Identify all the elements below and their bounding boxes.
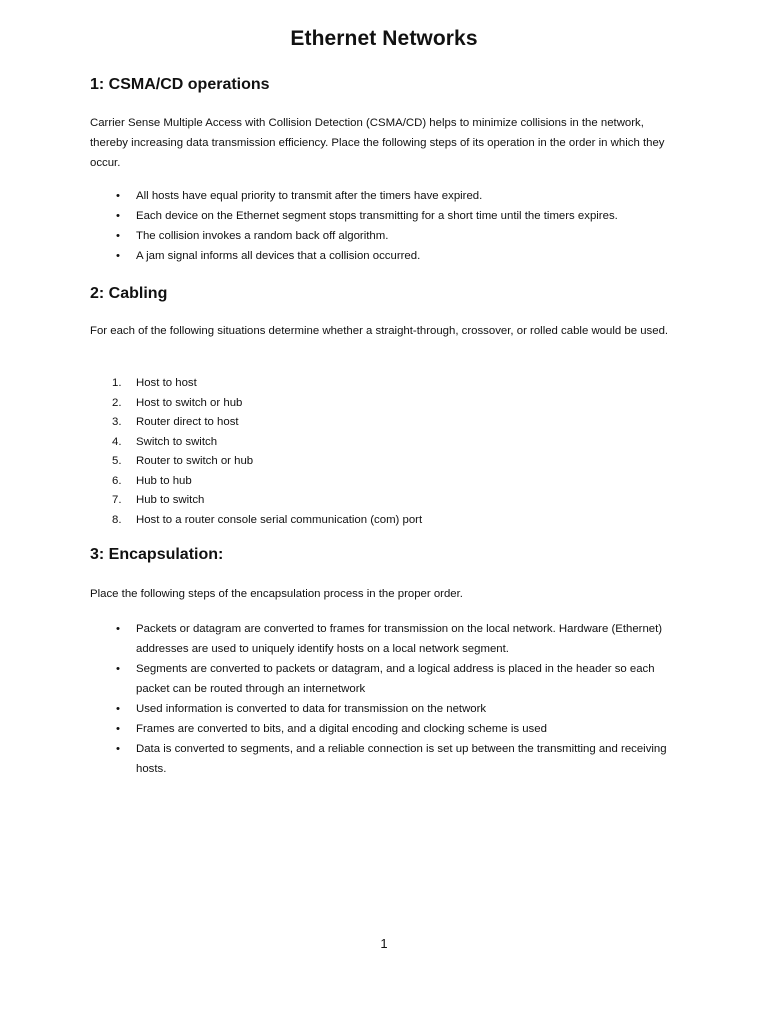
list-item — [90, 619, 690, 659]
list-item-text: Frames are converted to bits, and a digital encoding and clocking scheme is used — [136, 723, 547, 735]
bullet-icon: • — [116, 723, 120, 735]
list-item — [90, 472, 690, 492]
list-item-text: Host to switch or hub — [136, 396, 243, 409]
list-item — [90, 452, 690, 472]
list-item-text: A jam signal informs all devices that a collision occurred. — [136, 250, 421, 262]
list-item — [90, 433, 690, 453]
bullet-icon: • — [116, 703, 120, 715]
bullet-icon: • — [116, 250, 120, 262]
bullet-icon: • — [116, 190, 120, 202]
list-item — [90, 699, 690, 719]
list-item-number: 8. — [112, 513, 122, 526]
page-number: 1 — [380, 936, 388, 951]
list-item-text: Host to a router console serial communication (com) port — [136, 513, 423, 526]
bullet-icon: • — [116, 230, 120, 242]
section-heading-csma-cd: 1: CSMA/CD operations — [90, 76, 270, 93]
list-item-number: 7. — [112, 494, 122, 506]
list-item-text: Host to host — [136, 377, 197, 389]
list-item — [90, 739, 690, 779]
list-item-text: Used information is converted to data for transmission on the network — [136, 703, 487, 715]
list-item-number: 5. — [112, 455, 122, 467]
bullet-icon: • — [116, 210, 120, 222]
list-item-text: All hosts have equal priority to transmit after the timers have expired. — [136, 190, 483, 202]
list-item — [90, 413, 690, 433]
list-item-text: Each device on the Ethernet segment stops transmitting for a short time until the timers expires. — [136, 210, 618, 222]
list-item-number: 3. — [112, 416, 122, 428]
section-intro-csma-cd: Carrier Sense Multiple Access with Collision Detection (CSMA/CD) helps to minimize collisions in the network, thereby increasing data transmission efficiency. Place the following steps of its operation in the order in which they occur. — [90, 117, 665, 169]
list-item — [90, 246, 690, 266]
list-item-number: 6. — [112, 474, 122, 487]
list-item-text: Switch to switch — [136, 435, 218, 448]
bullet-icon: • — [116, 663, 120, 675]
list-item — [90, 491, 690, 511]
list-item-text: Data is converted to segments, and a reliable connection is set up between the transmitting and receiving hosts. — [136, 743, 667, 775]
list-item-text: Router direct to host — [136, 416, 239, 428]
list-item — [90, 659, 690, 699]
list-item — [90, 719, 690, 739]
list-item — [90, 374, 690, 394]
encapsulation-steps-list — [90, 619, 690, 779]
bullet-icon: • — [116, 743, 120, 755]
list-item-number: 2. — [112, 396, 122, 409]
list-item-number: 1. — [112, 377, 122, 389]
list-item-text: Router to switch or hub — [136, 455, 254, 467]
list-item-text: Hub to switch — [136, 494, 205, 506]
list-item-text: The collision invokes a random back off algorithm. — [136, 230, 389, 242]
section-intro-cabling: For each of the following situations determine whether a straight-through, crossover, or rolled cable would be used. — [90, 325, 669, 337]
section-heading-encapsulation: 3: Encapsulation: — [90, 546, 224, 563]
list-item — [90, 226, 690, 246]
list-item — [90, 394, 690, 414]
document-title: Ethernet Networks — [290, 27, 478, 50]
section-heading-cabling: 2: Cabling — [90, 285, 168, 302]
list-item — [90, 511, 690, 531]
list-item-number: 4. — [112, 435, 122, 448]
list-item-text: Hub to hub — [136, 474, 192, 487]
csma-cd-steps-list — [90, 186, 690, 266]
bullet-icon: • — [116, 623, 120, 635]
cabling-situations-list — [90, 374, 690, 530]
list-item — [90, 186, 690, 206]
list-item-text: Segments are converted to packets or datagram, and a logical address is placed in the header so each packet can be routed through an internetwork — [136, 663, 655, 695]
list-item-text: Packets or datagram are converted to frames for transmission on the local network. Hardware (Ethernet) addresses are used to uniquely identify hosts on a local network segment. — [136, 623, 663, 655]
section-intro-encapsulation: Place the following steps of the encapsulation process in the proper order. — [90, 588, 463, 600]
list-item — [90, 206, 690, 226]
